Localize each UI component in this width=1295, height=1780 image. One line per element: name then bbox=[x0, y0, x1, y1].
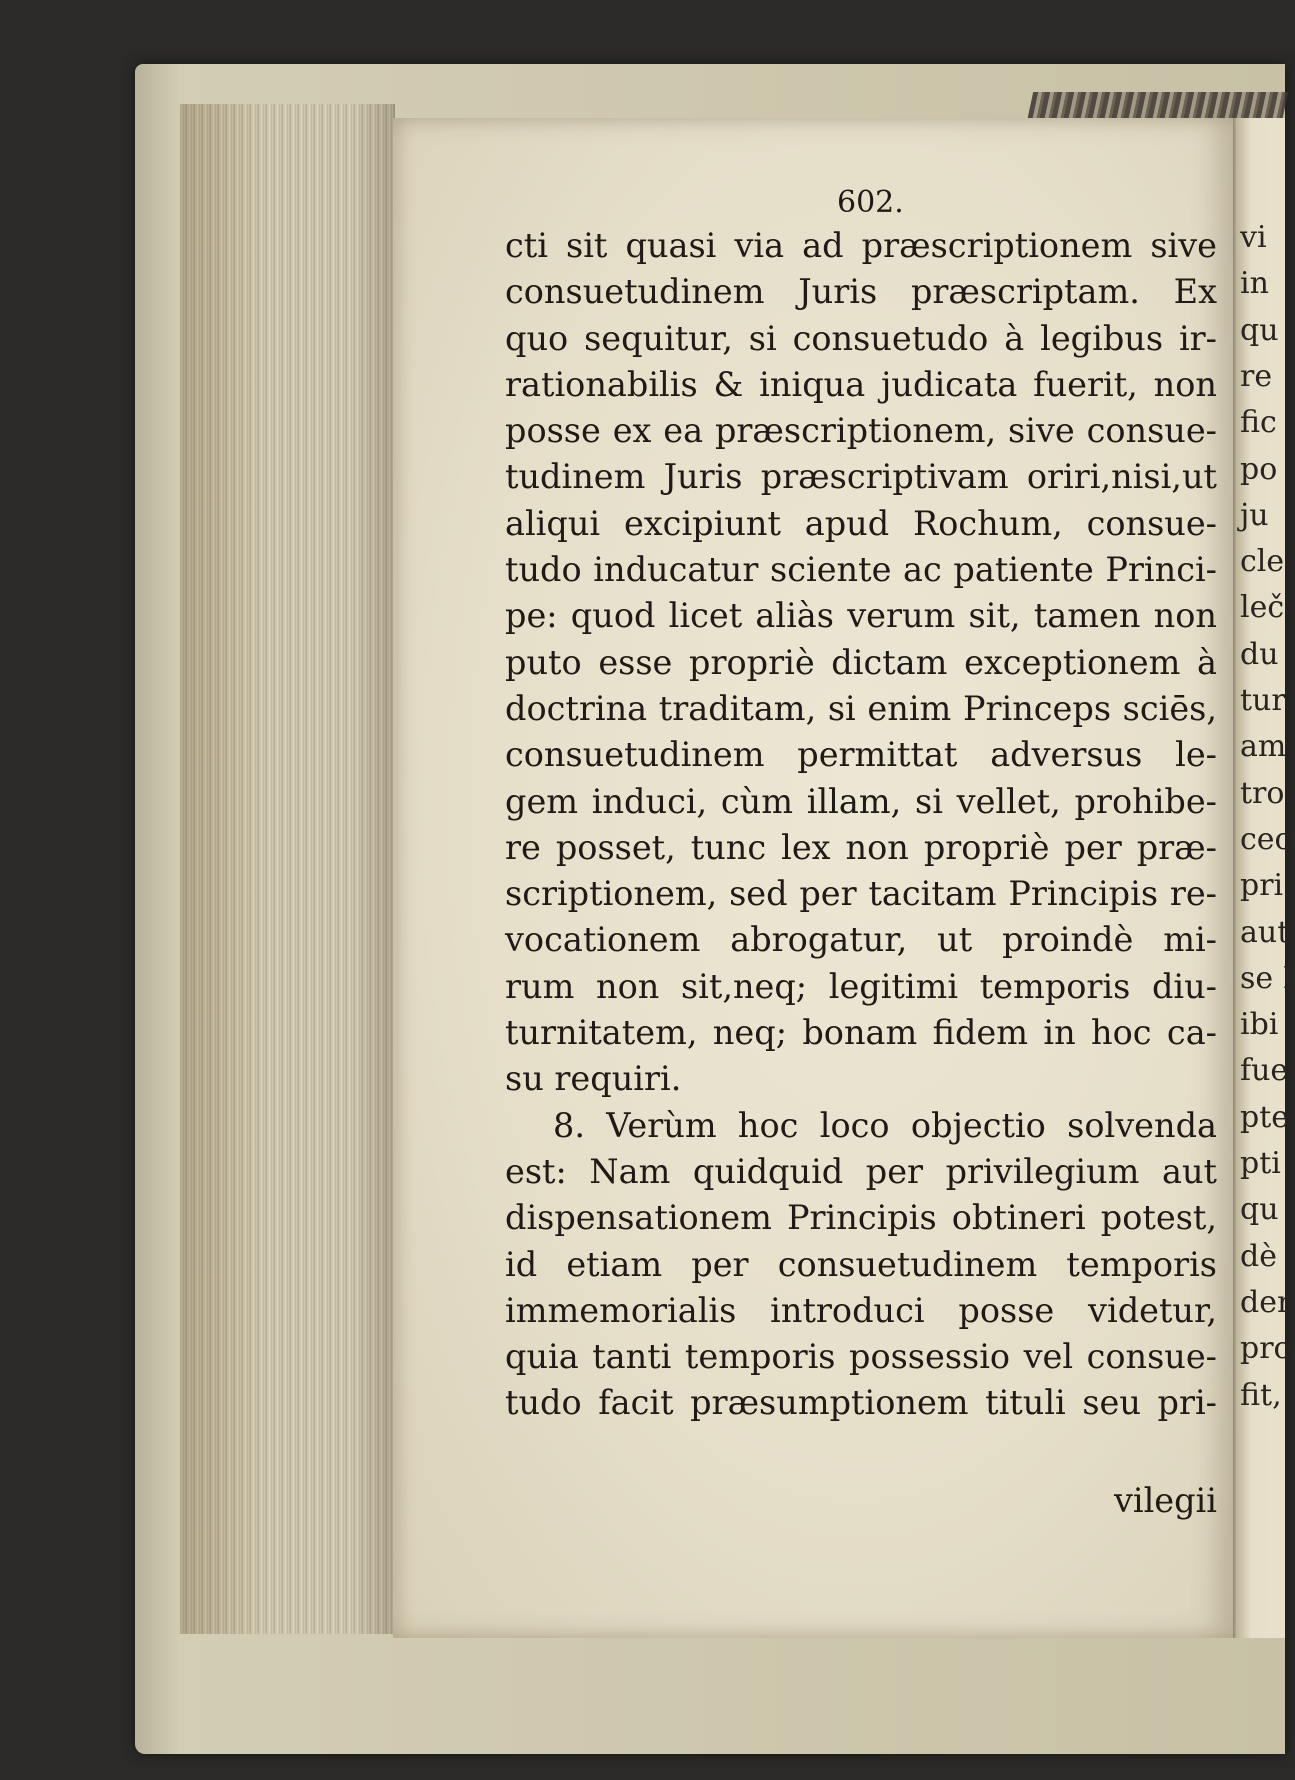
facing-fragment: pro bbox=[1240, 1331, 1292, 1367]
text-line: cti sit quasi via ad præscriptionem sive bbox=[505, 226, 1217, 265]
facing-fragment: re bbox=[1240, 358, 1273, 394]
facing-fragment: fic bbox=[1240, 405, 1277, 441]
facing-fragment: ibi bbox=[1240, 1007, 1279, 1043]
facing-fragment: in bbox=[1240, 266, 1269, 302]
text-line: scriptionem, sed per tacitam Principis re- bbox=[505, 874, 1217, 914]
text-line: vocationem abrogatur, ut proindè mi- bbox=[505, 920, 1217, 960]
text-line: consuetudinem permittat adversus le- bbox=[505, 735, 1217, 775]
text-line: tudinem Juris præscriptivam oriri,nisi,ut bbox=[505, 457, 1217, 497]
facing-page bbox=[1236, 118, 1295, 1638]
facing-fragment: fue bbox=[1240, 1053, 1289, 1089]
catchword: vilegii bbox=[1113, 1481, 1217, 1520]
page-lines bbox=[505, 223, 1217, 1427]
text-line: tudo inducatur sciente ac patiente Princi- bbox=[505, 550, 1217, 590]
text-line: aliqui excipiunt apud Rochum, consue- bbox=[505, 503, 1217, 543]
text-line: est: Nam quidquid per privilegium aut bbox=[505, 1151, 1217, 1191]
text-line: doctrina traditam, si enim Princeps sciēs, bbox=[505, 688, 1217, 728]
text-line: rum non sit,neq; legitimi temporis diu- bbox=[505, 966, 1217, 1006]
facing-fragment: pri bbox=[1240, 868, 1284, 904]
text-line: quo sequitur, si consuetudo à legibus ir- bbox=[505, 318, 1217, 358]
text-line: dispensationem Principis obtineri potest, bbox=[505, 1198, 1217, 1238]
facing-fragment: pte bbox=[1240, 1099, 1290, 1135]
facing-fragment: tro bbox=[1240, 775, 1285, 811]
facing-fragment: se I bbox=[1240, 960, 1295, 996]
facing-fragment: qu bbox=[1240, 1192, 1279, 1228]
text-line: posse ex ea præscriptionem, sive consue- bbox=[505, 411, 1217, 451]
text-line: re posset, tunc lex non propriè per præ- bbox=[505, 827, 1217, 867]
text-line: immemorialis introduci posse videtur, bbox=[505, 1290, 1217, 1330]
page-number: 602. bbox=[837, 185, 904, 220]
facing-fragment: leč bbox=[1240, 590, 1285, 626]
facing-fragment: fit, bbox=[1240, 1377, 1282, 1413]
facing-fragment: cec bbox=[1240, 821, 1292, 857]
text-line: pe: quod licet aliàs verum sit, tamen non bbox=[505, 596, 1217, 636]
facing-fragment: qu bbox=[1240, 312, 1279, 348]
text-line: quia tanti temporis possessio vel consue- bbox=[505, 1337, 1217, 1377]
text-line: puto esse propriè dictam exceptionem à bbox=[505, 642, 1217, 682]
facing-fragment: am bbox=[1240, 729, 1287, 765]
text-line: su requiri. bbox=[505, 1059, 682, 1099]
text-line: consuetudinem Juris præscriptam. Ex bbox=[505, 272, 1217, 312]
facing-fragment: ju bbox=[1240, 497, 1269, 533]
page-edges-shade bbox=[180, 104, 395, 1634]
facing-fragment: cle bbox=[1240, 544, 1285, 580]
text-line: 8. Verùm hoc loco objectio solvenda bbox=[553, 1105, 1217, 1145]
text-line: gem induci, cùm illam, si vellet, prohibe- bbox=[505, 781, 1217, 821]
facing-fragment: dè bbox=[1240, 1238, 1277, 1274]
text-line: rationabilis & iniqua judicata fuerit, non bbox=[505, 364, 1217, 404]
text-line: id etiam per consuetudinem temporis bbox=[505, 1244, 1217, 1284]
facing-fragment: po bbox=[1240, 451, 1278, 487]
facing-fragment: pti bbox=[1240, 1146, 1281, 1181]
facing-fragment: du bbox=[1240, 636, 1279, 672]
text-line: turnitatem, neq; bonam fidem in hoc ca- bbox=[505, 1013, 1217, 1053]
facing-fragment: tur bbox=[1240, 683, 1286, 718]
facing-fragment: vi bbox=[1240, 220, 1267, 255]
facing-fragment: der bbox=[1240, 1284, 1292, 1320]
text-line: tudo facit præsumptionem tituli seu pri- bbox=[505, 1383, 1217, 1423]
facing-fragment: aut bbox=[1240, 914, 1290, 950]
